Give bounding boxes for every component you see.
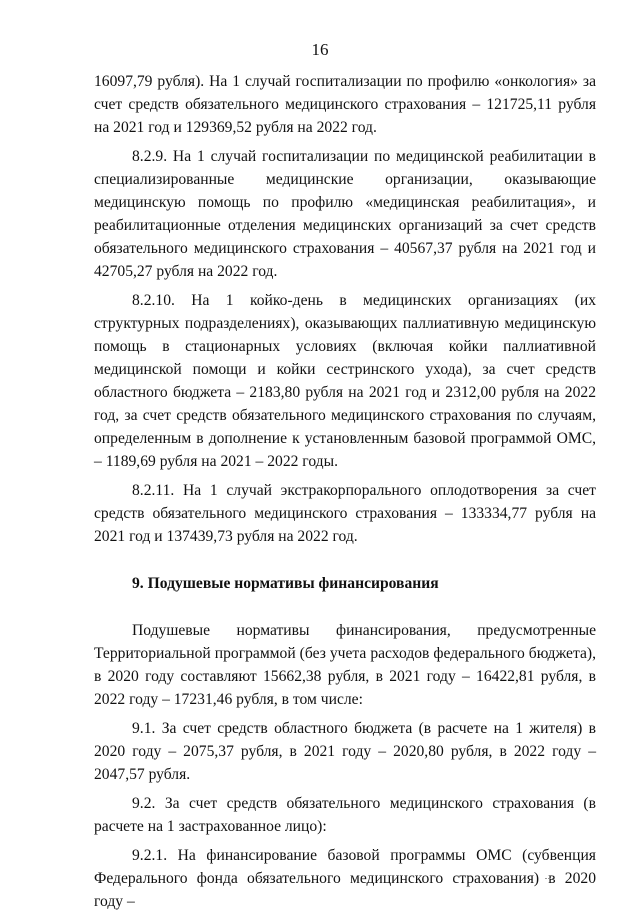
page-number: 16 [311, 40, 329, 59]
scan-artifact-right [545, 878, 555, 880]
paragraph-9-2: 9.2. За счет средств обязательного медицинского страхования (в расчете на 1 застрахованное лицо): [94, 795, 596, 835]
document-body [94, 70, 596, 913]
paragraph-per-capita-norms: Подушевые нормативы финансирования, предусмотренные Территориальной программой (без учета расходов федерального бюджета), в 2020 году составляют 15662,38 рубля, в 2021 году – 16422,81 рубля, в 2022 году – 17231,46 рубля, в том числе: [94, 622, 596, 708]
paragraph-9-1: 9.1. За счет средств областного бюджета (в расчете на 1 жителя) в 2020 году – 2075,37 рубля, в 2021 году – 2020,80 рубля, в 2022 году – 2047,57 рубля. [94, 720, 596, 783]
paragraph-8-2-11: 8.2.11. На 1 случай экстракорпорального оплодотворения за счет средств обязательного медицинского страхования – 133334,77 рубля на 2021 год и 137439,73 рубля на 2022 год. [94, 482, 596, 545]
scan-artifact-left [258, 878, 272, 880]
paragraph-9-2-1: 9.2.1. На финансирование базовой программы ОМС (субвенция Федерального фонда обязательного медицинского страхования) в 2020 году – [94, 847, 596, 910]
paragraph-8-2-9: 8.2.9. На 1 случай госпитализации по медицинской реабилитации в специализированные медицинские организации, оказывающие медицинскую помощь по профилю «медицинская реабилитация», и реабилитационные отделения медицинских организаций за счет средств обязательного медицинского страхования – 40567,37 рубля на 2021 год и 42705,27 рубля на 2022 год. [94, 148, 596, 280]
paragraph-continuation: 16097,79 рубля). На 1 случай госпитализации по профилю «онкология» за счет средств обязательного медицинского страхования – 121725,11 рубля на 2021 год и 129369,52 рубля на 2022 год. [94, 73, 596, 136]
section-heading: 9. Подушевые нормативы финансирования [132, 575, 439, 592]
paragraph-8-2-10: 8.2.10. На 1 койко-день в медицинских организациях (их структурных подразделениях), оказывающих паллиативную медицинскую помощь в стационарных условиях (включая койки паллиативной медицинской помощи и койки сестринского ухода), за счет средств областного бюджета – 2183,80 рубля на 2021 год и 2312,00 рубля на 2022 год, за счет средств обязательного медицинского страхования по случаям, определенным в дополнение к установленным базовой программой ОМС, – 1189,69 рубля на 2021 – 2022 годы. [94, 292, 596, 470]
